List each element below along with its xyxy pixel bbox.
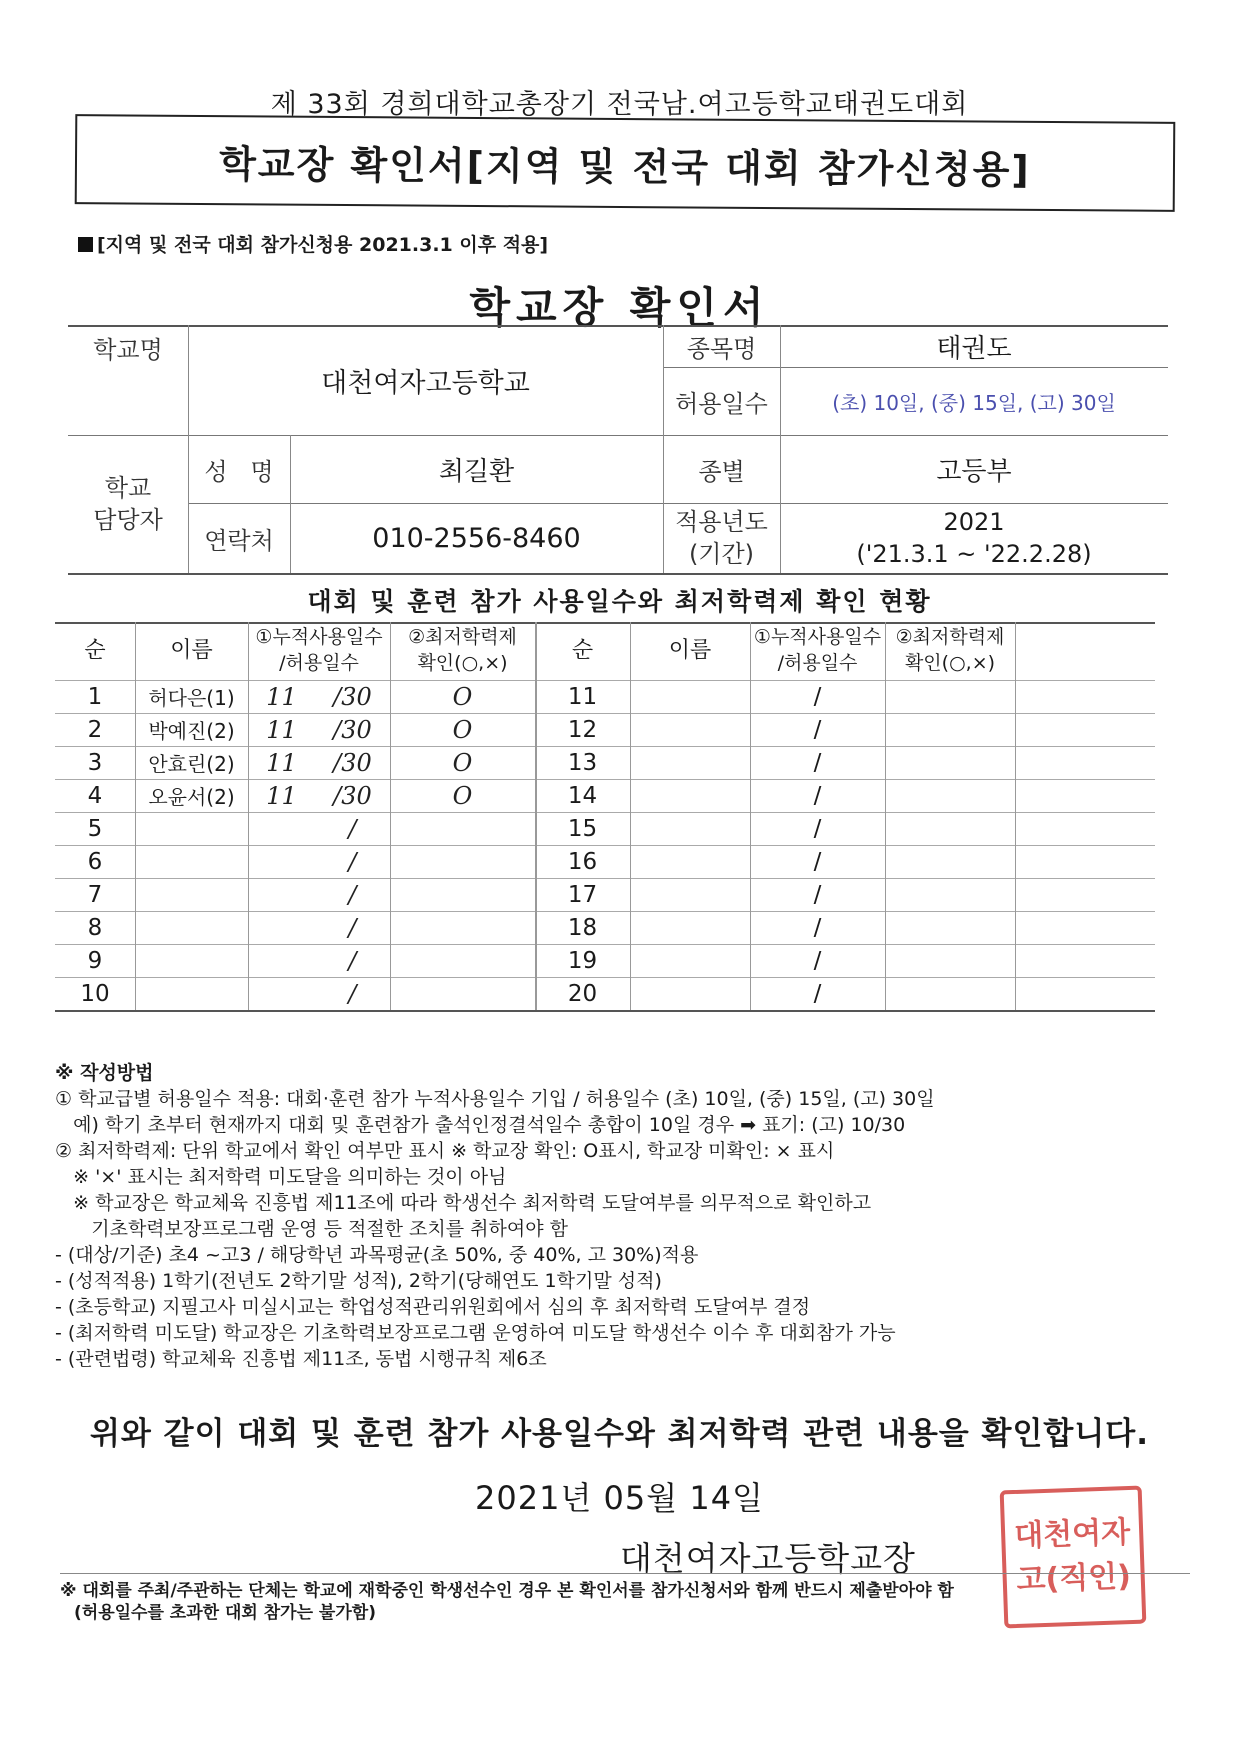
- note-line: ① 학교급별 허용일수 적용: 대회·훈련 참가 누적사용일수 기입 / 허용일수 (초) 10일, (중) 15일, (고) 30일: [55, 1088, 935, 1110]
- student-name: [135, 911, 248, 944]
- row-no: 6: [87, 848, 103, 875]
- min-academic-check: [885, 845, 1155, 878]
- student-name: 허다은(1): [148, 686, 235, 710]
- used-days-cell: /: [813, 683, 822, 710]
- used-days-cell: /: [348, 979, 357, 1008]
- student-name: [630, 977, 750, 1010]
- col-header-no: 순: [571, 638, 594, 664]
- division-label: 종별: [698, 457, 745, 486]
- student-name: 안효린(2): [148, 752, 235, 776]
- sport-label: 종목명: [686, 334, 757, 363]
- student-name: [630, 779, 750, 812]
- col-header-name: 이름: [668, 638, 712, 664]
- student-name: [630, 713, 750, 746]
- note-line: - (초등학교) 지필고사 미실시교는 학업성적관리위원회에서 심의 후 최저학력 도달여부 결정: [55, 1296, 811, 1318]
- event-title: 제 33회 경희대학교총장기 전국남.여고등학교태권도대회: [270, 89, 969, 120]
- section-title: 대회 및 훈련 참가 사용일수와 최저학력제 확인 현황: [307, 587, 932, 616]
- row-no: 4: [87, 782, 103, 809]
- student-name: [135, 878, 248, 911]
- used-days-cell: /: [348, 880, 357, 909]
- used-days-cell: /: [813, 716, 822, 743]
- usage-table: [55, 622, 1155, 1062]
- note-line: - (대상/기준) 초4 ~고3 / 해당학년 과목평균(초 50%, 중 40%, 고 30%)적용: [55, 1244, 699, 1266]
- min-academic-check: [885, 812, 1155, 845]
- note-line: - (성적적용) 1학기(전년도 2학기말 성적), 2학기(당해연도 1학기말 성적): [55, 1270, 662, 1292]
- staff-label: 학교 담당자: [93, 474, 163, 534]
- year-value: 2021 ('21.3.1 ~ '22.2.28): [856, 508, 1092, 568]
- min-academic-check: [885, 746, 1155, 779]
- student-name: [135, 977, 248, 1010]
- form-title: 학교장 확인서[지역 및 전국 대회 참가신청용]: [219, 141, 1031, 192]
- row-no: 14: [567, 782, 598, 809]
- confirmation-text: 위와 같이 대회 및 훈련 참가 사용일수와 최저학력 관련 내용을 확인합니다.: [89, 1416, 1150, 1452]
- col-header-no: 순: [84, 638, 106, 664]
- student-name: 오윤서(2): [148, 785, 235, 809]
- contact-label: 연락처: [204, 526, 274, 555]
- min-academic-check: [885, 779, 1155, 812]
- row-no: 18: [567, 914, 598, 941]
- min-academic-check: [885, 680, 1155, 713]
- student-name: [135, 845, 248, 878]
- principal-name: 대천여자고등학교장: [620, 1539, 916, 1578]
- form-subtitle: [78, 230, 548, 257]
- min-academic-check: [885, 713, 1155, 746]
- col-header-min-academic: ②최저학력제 확인(○,×): [408, 626, 517, 674]
- note-line: 기초학력보장프로그램 운영 등 적절한 조치를 취하여야 함: [55, 1218, 568, 1240]
- note-line: - (관련법령) 학교체육 진흥법 제11조, 동법 시행규칙 제6조: [55, 1348, 547, 1370]
- row-no: 16: [567, 848, 598, 875]
- min-academic-check: O: [452, 748, 473, 777]
- student-name: 박예진(2): [148, 719, 235, 743]
- used-days-cell: /: [813, 815, 822, 842]
- note-line: ※ '×' 표시는 최저학력 미도달을 의미하는 것이 아님: [55, 1166, 507, 1188]
- row-no: 19: [567, 947, 598, 974]
- confirmation-date: 2021년 05월 14일: [475, 1479, 764, 1517]
- row-no: 9: [87, 947, 103, 974]
- school-label: 학교명: [93, 336, 163, 364]
- row-no: 15: [567, 815, 598, 842]
- min-academic-check: [885, 977, 1155, 1010]
- min-academic-check: [390, 911, 535, 944]
- row-no: 20: [567, 980, 598, 1007]
- row-no: 8: [87, 914, 103, 941]
- row-no: 10: [80, 980, 110, 1007]
- official-seal-stamp: 대천여자 고(직인): [1000, 1486, 1147, 1629]
- min-academic-check: [390, 845, 535, 878]
- row-no: 3: [87, 749, 103, 776]
- row-no: 7: [87, 881, 103, 908]
- info-table: [68, 325, 1168, 575]
- student-name: [630, 746, 750, 779]
- year-label: 적용년도 (기간): [675, 508, 768, 568]
- row-no: 11: [567, 683, 598, 710]
- student-name: [630, 845, 750, 878]
- used-days-cell: /: [348, 847, 357, 876]
- min-academic-check: [390, 944, 535, 977]
- col-header-min-academic: ②최저학력제 확인(○,×): [895, 626, 1005, 674]
- used-days-cell: /: [348, 814, 357, 843]
- note-line: 예) 학기 초부터 현재까지 대회 및 훈련참가 출석인정결석일수 총합이 10일 경우 ➡ 표기: (고) 10/30: [55, 1114, 906, 1136]
- student-name: [135, 812, 248, 845]
- row-no: 17: [567, 881, 598, 908]
- used-days-cell: /: [348, 946, 357, 975]
- used-days-cell: 11 /30: [266, 715, 372, 744]
- student-name: [630, 944, 750, 977]
- used-days-cell: 11 /30: [266, 682, 372, 711]
- division-value: 고등부: [936, 456, 1012, 487]
- used-days-cell: /: [813, 749, 822, 776]
- row-no: 5: [87, 815, 103, 842]
- col-header-name: 이름: [170, 638, 213, 664]
- used-days-cell: /: [813, 848, 822, 875]
- footer-note: ※ 대회를 주최/주관하는 단체는 학교에 재학중인 학생선수인 경우 본 확인서를 참가신청서와 함께 반드시 제출받아야 함 (허용일수를 초과한 대회 참가는 불가함): [60, 1573, 1190, 1624]
- min-academic-check: O: [452, 781, 473, 810]
- min-academic-check: [390, 812, 535, 845]
- col-header-used-days: ①누적사용일수 /허용일수: [753, 626, 882, 674]
- min-academic-check: [885, 878, 1155, 911]
- name-label: 성 명: [204, 457, 274, 486]
- min-academic-check: [885, 911, 1155, 944]
- form-title-box: [75, 114, 1176, 212]
- student-name: [630, 680, 750, 713]
- used-days-cell: 11 /30: [266, 748, 372, 777]
- min-academic-check: [390, 977, 535, 1010]
- row-no: 13: [567, 749, 598, 776]
- note-line: - (최저학력 미도달) 학교장은 기초학력보장프로그램 운영하여 미도달 학생선수 이수 후 대회참가 가능: [55, 1322, 896, 1344]
- used-days-cell: /: [813, 947, 822, 974]
- allowed-days-label: 허용일수: [675, 389, 768, 418]
- col-header-used-days: ①누적사용일수 /허용일수: [255, 626, 383, 674]
- student-name: [630, 878, 750, 911]
- min-academic-check: O: [452, 682, 473, 711]
- contact-value: 010-2556-8460: [372, 522, 581, 554]
- student-name: [630, 911, 750, 944]
- row-no: 12: [567, 716, 598, 743]
- notes-heading: ※ 작성방법: [55, 1062, 154, 1084]
- row-no: 2: [87, 716, 103, 743]
- writing-instructions: [55, 1060, 1175, 1372]
- min-academic-check: [390, 878, 535, 911]
- used-days-cell: /: [813, 782, 822, 809]
- student-name: [630, 812, 750, 845]
- square-bullet-icon: [78, 237, 93, 252]
- row-no: 1: [87, 683, 103, 710]
- used-days-cell: 11 /30: [266, 781, 372, 810]
- used-days-cell: /: [348, 913, 357, 942]
- staff-name-value: 최길환: [438, 456, 515, 487]
- subtitle-text: [지역 및 전국 대회 참가신청용 2021.3.1 이후 적용]: [97, 234, 549, 256]
- used-days-cell: /: [813, 980, 822, 1007]
- sport-value: 태권도: [936, 333, 1012, 364]
- document-heading: 학교장 확인서: [469, 283, 770, 332]
- student-name: [135, 944, 248, 977]
- school-value: 대천여자고등학교: [321, 367, 530, 399]
- min-academic-check: O: [452, 715, 473, 744]
- note-line: ※ 학교장은 학교체육 진흥법 제11조에 따라 학생선수 최저학력 도달여부를 의무적으로 확인하고: [55, 1192, 872, 1214]
- allowed-days-value: (초) 10일, (중) 15일, (고) 30일: [832, 390, 1116, 415]
- min-academic-check: [885, 944, 1155, 977]
- note-line: ② 최저학력제: 단위 학교에서 확인 여부만 표시 ※ 학교장 확인: O표시, 학교장 미확인: × 표시: [55, 1140, 835, 1162]
- used-days-cell: /: [813, 881, 822, 908]
- used-days-cell: /: [813, 914, 822, 941]
